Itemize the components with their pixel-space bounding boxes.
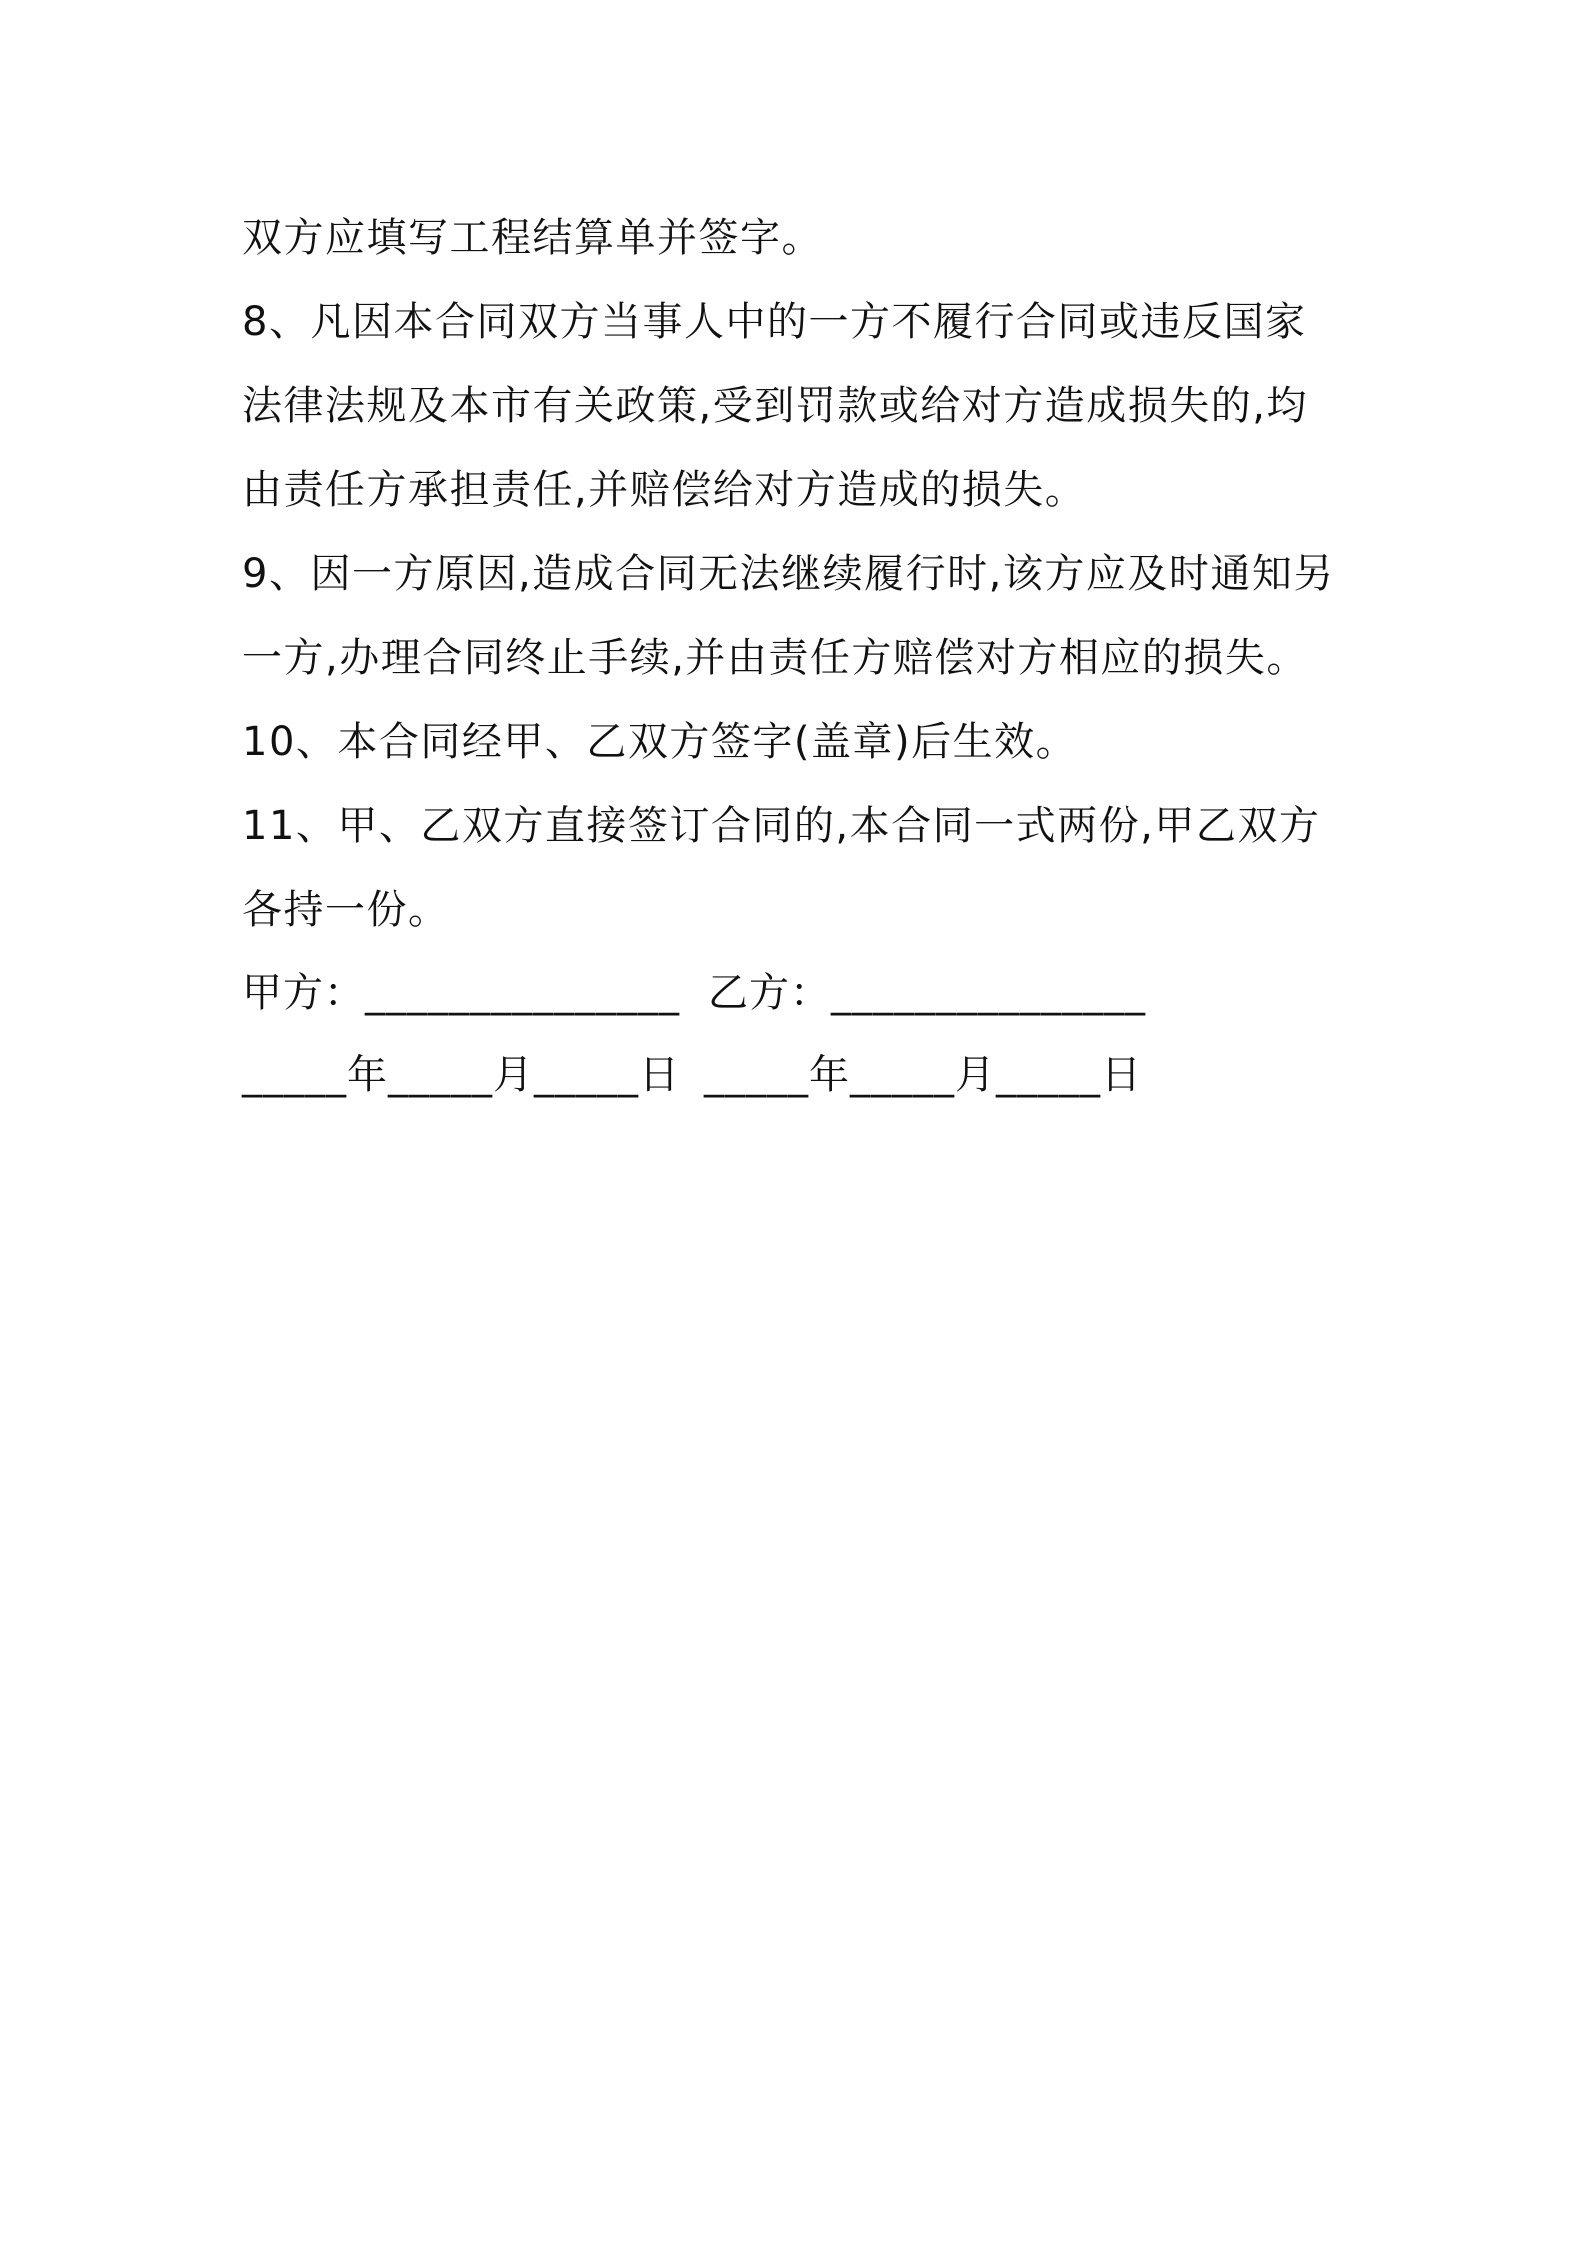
- clause-9-line-1: 9、因一方原因,造成合同无法继续履行时,该方应及时通知另: [242, 551, 1335, 597]
- party-a-date: _____年_____月_____日: [242, 1052, 680, 1098]
- text-line-1: 双方应填写工程结算单并签字。: [242, 215, 823, 261]
- clause-11-line-1: 11、甲、乙双方直接签订合同的,本合同一式两份,甲乙双方: [242, 803, 1321, 849]
- clause-10: 10、本合同经甲、乙双方签字(盖章)后生效。: [242, 719, 1078, 765]
- date-row: [242, 1034, 1362, 1116]
- clause-9-line-2: 一方,办理合同终止手续,并由责任方赔偿对方相应的损失。: [242, 635, 1308, 681]
- clause-8-line-3: 由责任方承担责任,并赔偿给对方造成的损失。: [242, 467, 1087, 513]
- document-body: [242, 196, 1362, 1116]
- clause-8-line-1: 8、凡因本合同双方当事人中的一方不履行合同或违反国家: [242, 299, 1307, 345]
- party-b-date: _____年_____月_____日: [704, 1052, 1142, 1098]
- clause-11-line-2: 各持一份。: [242, 887, 450, 933]
- party-b-signature: 乙方：_______________: [708, 970, 1146, 1016]
- clause-8-line-2: 法律法规及本市有关政策,受到罚款或给对方造成损失的,均: [242, 383, 1308, 429]
- signature-row: [242, 952, 1362, 1034]
- party-a-signature: 甲方：_______________: [242, 970, 680, 1016]
